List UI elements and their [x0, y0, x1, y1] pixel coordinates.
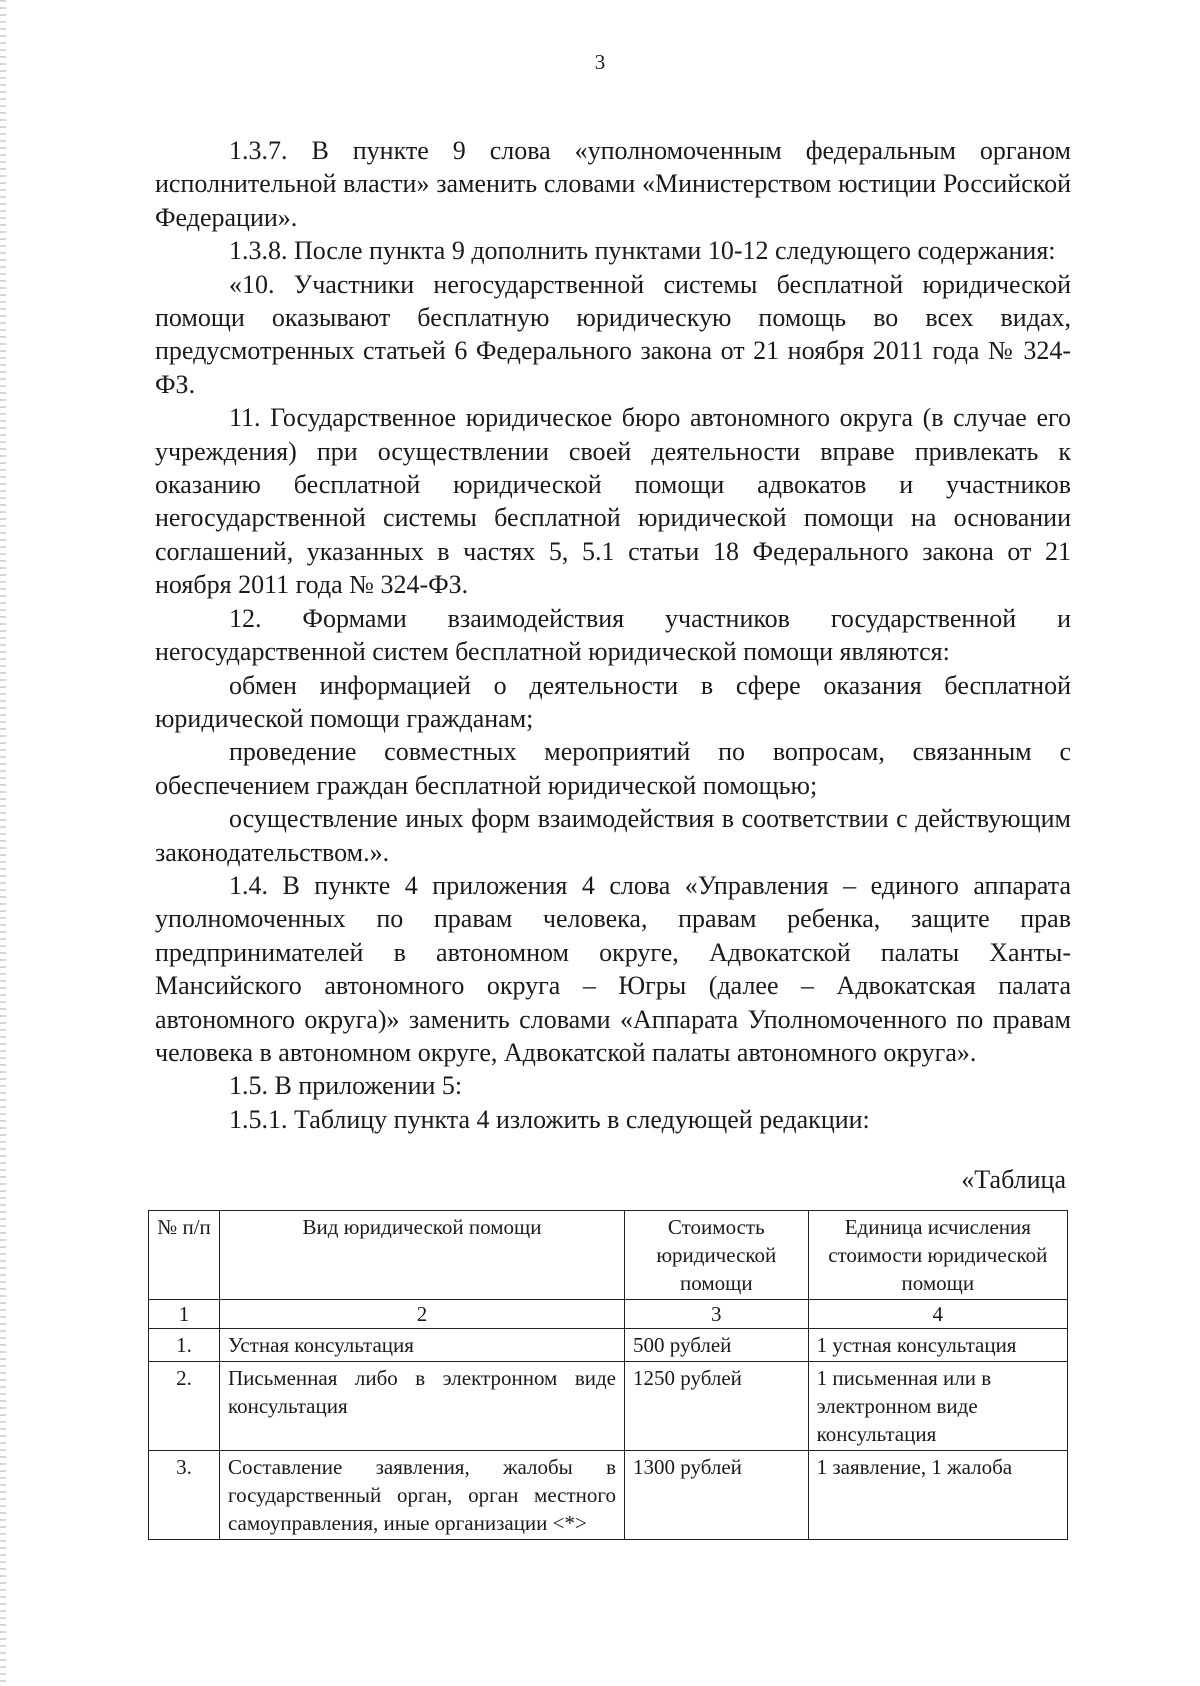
cost-cell: 500 рублей — [625, 1329, 809, 1362]
paragraph-item-11: 11. Государственное юридическое бюро автономного округа (в случае его учреждения) при осуществлении своей деятельности вправе привлекать к оказанию бесплатной юридической помощи адвокатов и участников негосударственной системы бесплатной юридической помощи на основании соглашений, указанных в частях 5, 5.1 статьи 18 Федерального закона от 21 ноября 2011 года № 324-ФЗ. — [155, 403, 1071, 600]
paragraph-1-5: 1.5. В приложении 5: — [229, 1071, 463, 1101]
aid-type-cell: Составление заявления, жалобы в государственный орган, орган местного самоуправления, иные организации <*> — [219, 1451, 624, 1540]
paragraph-item-12: 12. Формами взаимодействия участников государственной и негосударственной систем бесплатной юридической помощи являются: — [155, 603, 1071, 667]
header-aid-type: Вид юридической помощи — [219, 1211, 624, 1300]
header-cost: Стоимость юридической помощи — [625, 1211, 809, 1300]
column-number: 2 — [219, 1300, 624, 1329]
row-number-cell: 3. — [149, 1451, 220, 1540]
cost-cell: 1300 рублей — [625, 1451, 809, 1540]
header-cost-unit: Единица исчисления стоимости юридической помощи — [808, 1211, 1067, 1300]
cost-unit-cell: 1 заявление, 1 жалоба — [808, 1451, 1067, 1540]
paragraph-1-5-1: 1.5.1. Таблицу пункта 4 изложить в следующей редакции: — [229, 1104, 870, 1134]
paragraph-1-3-8: 1.3.8. После пункта 9 дополнить пунктами 10-12 следующего содержания: — [229, 236, 1056, 266]
table-row — [149, 1329, 1068, 1362]
column-number: 4 — [808, 1300, 1067, 1329]
column-number: 1 — [149, 1300, 220, 1329]
aid-type-cell: Письменная либо в электронном виде консультация — [219, 1362, 624, 1451]
cost-unit-cell: 1 письменная или в электронном виде консультация — [808, 1362, 1067, 1451]
table-column-numbers-row — [149, 1300, 1068, 1329]
document-body — [155, 134, 1071, 1136]
header-number: № п/п — [149, 1211, 220, 1300]
row-number-cell: 2. — [149, 1362, 220, 1451]
cost-cell: 1250 рублей — [625, 1362, 809, 1451]
paragraph-form-events: проведение совместных мероприятий по вопросам, связанным с обеспечением граждан бесплатной юридической помощью; — [155, 737, 1071, 800]
page-number: 3 — [594, 50, 606, 74]
paragraph-form-exchange: обмен информацией о деятельности в сфере оказания бесплатной юридической помощи гражданам; — [155, 670, 1071, 733]
cost-unit-cell: 1 устная консультация — [808, 1329, 1067, 1362]
paragraph-form-other: осуществление иных форм взаимодействия в соответствии с действующим законодательством.». — [155, 804, 1071, 867]
legal-aid-cost-table — [148, 1210, 1068, 1540]
paragraph-item-10: «10. Участники негосударственной системы бесплатной юридической помощи оказывают бесплатную юридическую помощь во всех видах, предусмотренных статьей 6 Федерального закона от 21 ноября 2011 года № 324-ФЗ. — [155, 269, 1071, 399]
table-header-row — [149, 1211, 1068, 1300]
table-row — [149, 1451, 1068, 1540]
row-number-cell: 1. — [149, 1329, 220, 1362]
column-number: 3 — [625, 1300, 809, 1329]
scan-margin-edge — [0, 0, 6, 1686]
aid-type-cell: Устная консультация — [219, 1329, 624, 1362]
table-caption: «Таблица — [961, 1165, 1066, 1194]
paragraph-1-3-7: 1.3.7. В пункте 9 слова «уполномоченным федеральным органом исполнительной власти» заменить словами «Министерством юстиции Российской Федерации». — [155, 136, 1071, 232]
table-row — [149, 1362, 1068, 1451]
paragraph-1-4: 1.4. В пункте 4 приложения 4 слова «Управления – единого аппарата уполномоченных по правам человека, правам ребенка, защите прав предпринимателей в автономном округе, Адвокатской палаты Ханты-Мансийского автономного округа – Югры (далее – Адвокатская палата автономного округа)» заменить словами «Аппарата Уполномоченного по правам человека в автономном округе, Адвокатской палаты автономного округа». — [155, 870, 1071, 1067]
